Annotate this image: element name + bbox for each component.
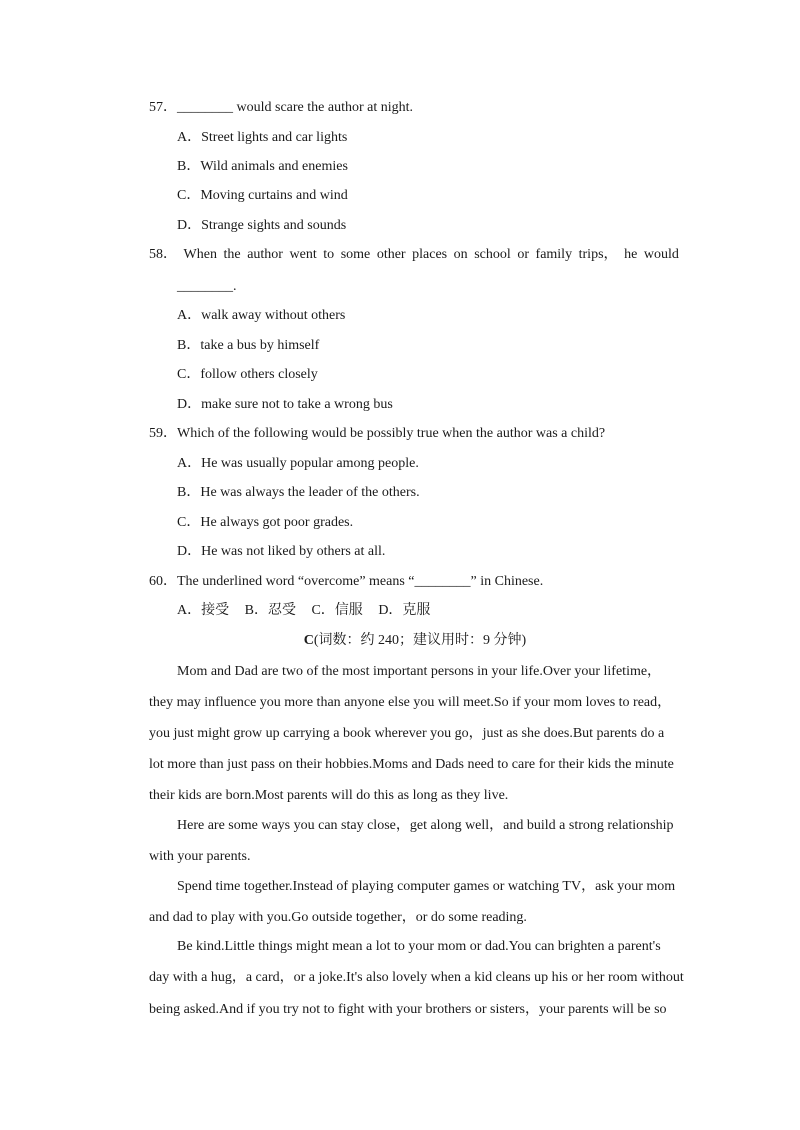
question-57-stem: 57．________ would scare the author at night. xyxy=(149,100,414,115)
section-heading xyxy=(0,632,800,650)
question-60-stem: 60．The underlined word “overcome” means “________” in Chinese. xyxy=(149,574,544,589)
q58-word: or xyxy=(517,247,529,262)
passage-p2-line-2: with your parents. xyxy=(149,849,251,864)
question-60-options xyxy=(177,602,442,620)
passage-p1-line-1: Mom and Dad are two of the most important persons in your life.Over your lifetime， xyxy=(177,664,662,679)
passage-p1-line-5: their kids are born.Most parents will do this as long as they live. xyxy=(149,788,509,803)
q58-word: family xyxy=(535,247,573,262)
question-58-stem-continued: ________. xyxy=(177,279,237,294)
question-57-option-c: C．Moving curtains and wind xyxy=(177,188,348,203)
question-60-option-c: C．信服 xyxy=(311,603,363,618)
question-60-option-b: B．忍受 xyxy=(244,603,296,618)
q58-word: to xyxy=(323,247,335,262)
question-58-option-a: A．walk away without others xyxy=(177,308,346,323)
q58-word: on xyxy=(453,247,468,262)
question-59-option-c: C．He always got poor grades. xyxy=(177,515,354,530)
question-59-option-d: D．He was not liked by others at all. xyxy=(177,544,386,559)
question-57-option-a: A．Street lights and car lights xyxy=(177,130,348,145)
passage-p4-line-3: being asked.And if you try not to fight with your brothers or sisters，your parents will be so xyxy=(149,1002,667,1017)
passage-p4-line-1: Be kind.Little things might mean a lot to your mom or dad.You can brighten a parent's xyxy=(177,939,661,954)
question-59-option-b: B．He was always the leader of the others. xyxy=(177,485,420,500)
q58-word: the xyxy=(223,247,241,262)
question-57-option-b: B．Wild animals and enemies xyxy=(177,159,348,174)
question-60-option-d: D．克服 xyxy=(378,603,431,618)
passage-p3-line-2: and dad to play with you.Go outside together，or do some reading. xyxy=(149,910,527,925)
question-58-stem xyxy=(149,246,679,264)
passage-p3-line-1: Spend time together.Instead of playing computer games or watching TV，ask your mom xyxy=(177,879,676,894)
q58-word: places xyxy=(412,247,448,262)
section-letter: C xyxy=(303,633,314,648)
section-note: (词数：约 240；建议用时：9 分钟) xyxy=(313,633,527,648)
question-60-option-a: A．接受 xyxy=(177,603,230,618)
passage-p2-line-1: Here are some ways you can stay close，get along well，and build a strong relationship xyxy=(177,818,674,833)
passage-p1-line-3: you just might grow up carrying a book wherever you go，just as she does.But parents do a xyxy=(149,726,665,741)
q58-word: other xyxy=(376,247,406,262)
passage-p4-line-2: day with a hug，a card，or a joke.It's also lovely when a kid cleans up his or her room without xyxy=(149,970,684,985)
q58-word: author xyxy=(247,247,283,262)
question-58-option-c: C．follow others closely xyxy=(177,367,318,382)
passage-p1-line-4: lot more than just pass on their hobbies.Moms and Dads need to care for their kids the minute xyxy=(149,757,674,772)
q58-word: would xyxy=(643,247,679,262)
q58-word: 58． xyxy=(149,247,177,262)
question-59-stem: 59．Which of the following would be possibly true when the author was a child? xyxy=(149,426,606,441)
q58-word: When xyxy=(183,247,217,262)
q58-word: trips， xyxy=(578,247,618,262)
question-57-option-d: D．Strange sights and sounds xyxy=(177,218,347,233)
question-59-option-a: A．He was usually popular among people. xyxy=(177,456,419,471)
q58-word: went xyxy=(289,247,317,262)
question-58-option-d: D．make sure not to take a wrong bus xyxy=(177,397,393,412)
q58-word: school xyxy=(474,247,511,262)
q58-word: he xyxy=(624,247,638,262)
passage-p1-line-2: they may influence you more than anyone else you will meet.So if your mom loves to read， xyxy=(149,695,672,710)
question-58-option-b: B．take a bus by himself xyxy=(177,338,320,353)
q58-word: some xyxy=(340,247,371,262)
